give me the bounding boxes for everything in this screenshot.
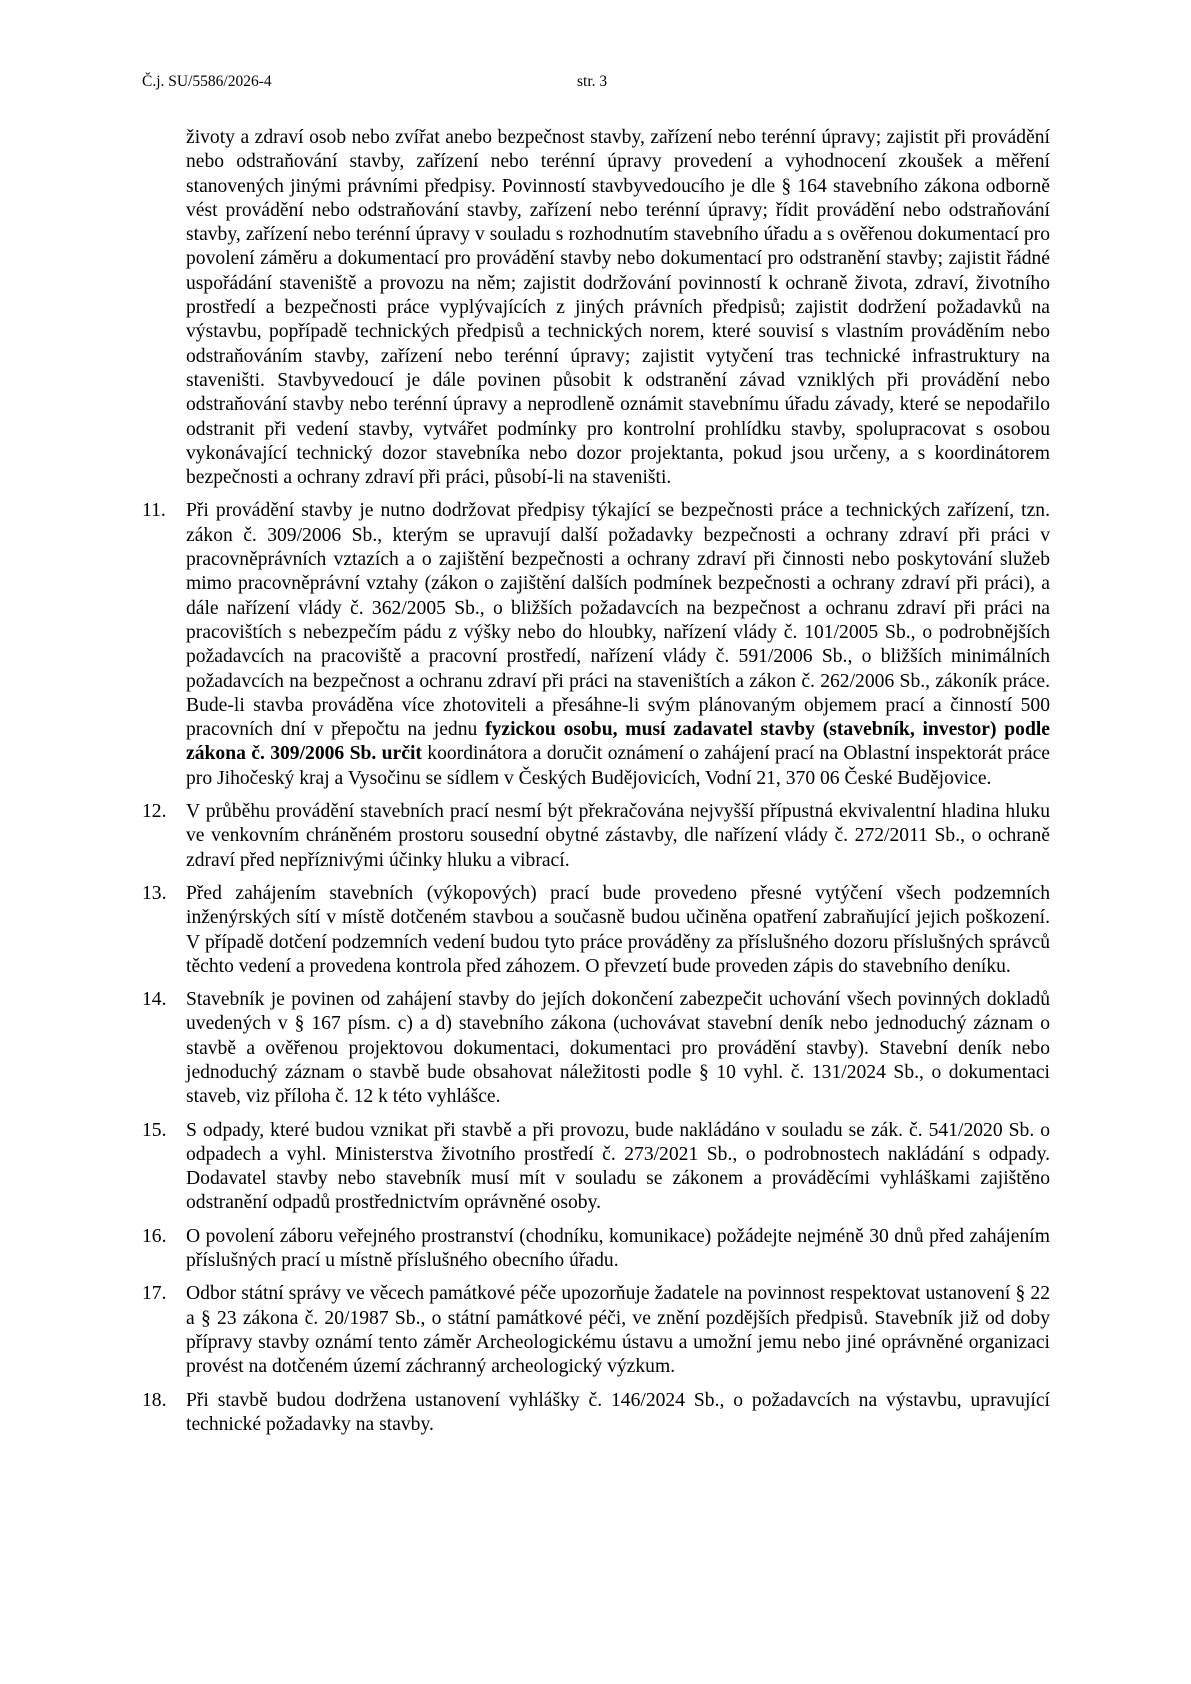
item-text: Stavebník je povinen od zahájení stavby do jejích dokončení zabezpečit uchování všech povinných dokladů uvedených v § 167 písm. c) a d) stavebního zákona (uchovávat stavební deník nebo jednoduchý záznam o stavbě a ověřenou projektovou dokumentaci, dokumentaci pro provádění stavby). Stavební deník nebo jednoduchý záznam o stavbě bude obsahovat náležitosti podle § 10 vyhl. č. 131/2024 Sb., o dokumentaci staveb, viz příloha č. 12 k této vyhlášce. (186, 989, 1050, 1108)
list-item-17 (142, 1282, 1050, 1379)
item-text: Před zahájením stavebních (výkopových) prací bude provedeno přesné vytýčení všech podzemních inženýrských sítí v místě dotčeném stavbou a současně budou učiněna opatření zabraňující jejich poškození. V případě dotčení podzemních vedení budou tyto práce prováděny za příslušného dozoru příslušných správců těchto vedení a provedena kontrola před záhozem. O převzetí bude proveden zápis do stavebního deníku. (186, 882, 1050, 977)
list-item-12 (142, 800, 1050, 873)
item-text: S odpady, které budou vznikat při stavbě a při provozu, bude nakládáno v souladu se zák. č. 541/2020 Sb. o odpadech a vyhl. Ministerstva životního prostředí č. 273/2021 Sb., o podrobnostech nakládání s odpady. Dodavatel stavby nebo stavebník musí mít v souladu se zákonem a prováděcími vyhláškami zajištěno odstranění odpadů prostřednictvím oprávněné osoby. (186, 1119, 1050, 1214)
item-number: 16. (142, 1225, 167, 1247)
list-item-15 (142, 1119, 1050, 1216)
item-text-part: Při provádění stavby je nutno dodržovat předpisy týkající se bezpečnosti práce a technických zařízení, tzn. zákon č. 309/2006 Sb., kterým se upravují další požadavky bezpečnosti a ochrany zdraví při práci v pracovněprávních vztazích a o zajištění bezpečnosti a ochrany zdraví při činnosti nebo poskytování služeb mimo pracovněprávní vztahy (zákon o zajištění dalších podmínek bezpečnosti a ochrany zdraví při práci), a dále nařízení vlády č. 362/2005 Sb., o bližších požadavcích na bezpečnost a ochranu zdraví při práci na pracovištích s nebezpečím pádu z výšky nebo do hloubky, nařízení vlády č. 101/2005 Sb., o podrobnějších požadavcích na pracoviště a pracovní prostředí, nařízení vlády č. 591/2006 Sb., o bližších minimálních požadavcích na bezpečnost a ochranu zdraví při práci na staveništích a zákon č. 262/2006 Sb., zákoník práce. Bude-li stavba prováděna více zhotoviteli a přesáhne-li svým plánovaným objemem prací a činností 500 pracovních dní v přepočtu na jednu (186, 500, 1050, 741)
continued-paragraph: životy a zdraví osob nebo zvířat anebo bezpečnost stavby, zařízení nebo terénní úpravy; zajistit při provádění nebo odstraňování stavby, zařízení nebo terénní úpravy provedení a vyhodnocení zkoušek a měření stanovených jinými právními předpisy. Povinností stavbyvedoucího je dle § 164 stavebního zákona odborně vést provádění nebo odstraňování stavby, zařízení nebo terénní úpravy; řídit provádění nebo odstraňování stavby, zařízení nebo terénní úpravy v souladu s rozhodnutím stavebního úřadu a s ověřenou dokumentací pro povolení záměru a dokumentací pro provádění stavby nebo dokumentací pro odstranění stavby; zajistit řádné uspořádání staveniště a provozu na něm; zajistit dodržování povinností k ochraně života, zdraví, životního prostředí a bezpečnosti práce vyplývajících z jiných právních předpisů; zajistit dodržení požadavků na výstavbu, popřípadě technických předpisů a technických norem, které souvisí s vlastním prováděním nebo odstraňováním stavby, zařízení nebo terénní úpravy; zajistit vytyčení tras technické infrastruktury na staveništi. Stavbyvedoucí je dále povinen působit k odstranění závad vzniklých při provádění nebo odstraňování stavby nebo terénní úpravy a neprodleně oznámit stavebnímu úřadu závady, které se nepodařilo odstranit při vedení stavby, vytvářet podmínky pro kontrolní prohlídku stavby, spolupracovat s osobou vykonávající technický dozor stavebníka nebo dozor projektanta, pokud jsou určeny, a s koordinátorem bezpečnosti a ochrany zdraví při práci, působí-li na staveništi. (186, 127, 1050, 489)
item-number: 14. (142, 989, 167, 1011)
item-number: 15. (142, 1119, 167, 1141)
list-item-11 (142, 499, 1050, 791)
list-item-16 (142, 1225, 1050, 1274)
item-number: 18. (142, 1389, 167, 1411)
item-text: Při stavbě budou dodržena ustanovení vyhlášky č. 146/2024 Sb., o požadavcích na výstavbu, upravující technické požadavky na stavby. (186, 1389, 1050, 1435)
item-number: 12. (142, 801, 167, 823)
item-number: 17. (142, 1283, 167, 1305)
item-text (186, 499, 1050, 791)
reference-number: Č.j. SU/5586/2026-4 (142, 73, 272, 90)
list-item-14 (142, 988, 1050, 1109)
list-item-18 (142, 1389, 1050, 1438)
document-body (142, 126, 1050, 1437)
item-text: O povolení záboru veřejného prostranství (chodníku, komunikace) požádejte nejméně 30 dnů před zahájením příslušných prací u místně příslušného obecního úřadu. (186, 1225, 1050, 1272)
item-text-part: koordinátora a doručit oznámení o zahájení prací na Oblastní inspektorát práce pro Jihočeský kraj a Vysočinu se sídlem v Českých Budějovicích, Vodní 21, 370 06 České Budějovice. (186, 743, 1050, 789)
item-text: Odbor státní správy ve věcech památkové péče upozorňuje žadatele na povinnost respektovat ustanovení § 22 a § 23 zákona č. 20/1987 Sb., o státní památkové péči, ve znění pozdějších předpisů. Stavebník již od doby přípravy stavby oznámí tento záměr Archeologickému ústavu a umožní jemu nebo jiné oprávněné organizaci provést na dotčeném území záchranný archeologický výzkum. (186, 1283, 1050, 1378)
item-text-bold: fyzickou osobu, musí zadavatel stavby (stavebník, investor) podle zákona č. 309/2006 Sb. určit (186, 719, 1051, 765)
item-number: 13. (142, 882, 167, 904)
list-item-13 (142, 882, 1050, 979)
item-number: 11. (142, 500, 166, 522)
conditions-list (142, 499, 1050, 1437)
item-text: V průběhu provádění stavebních prací nesmí být překračována nejvyšší přípustná ekvivalentní hladina hluku ve venkovním chráněném prostoru sousední obytné zástavby, dle nařízení vlády č. 272/2011 Sb., o ochraně zdraví před nepříznivými účinky hluku a vibrací. (186, 801, 1050, 871)
page-number: str. 3 (577, 73, 608, 90)
